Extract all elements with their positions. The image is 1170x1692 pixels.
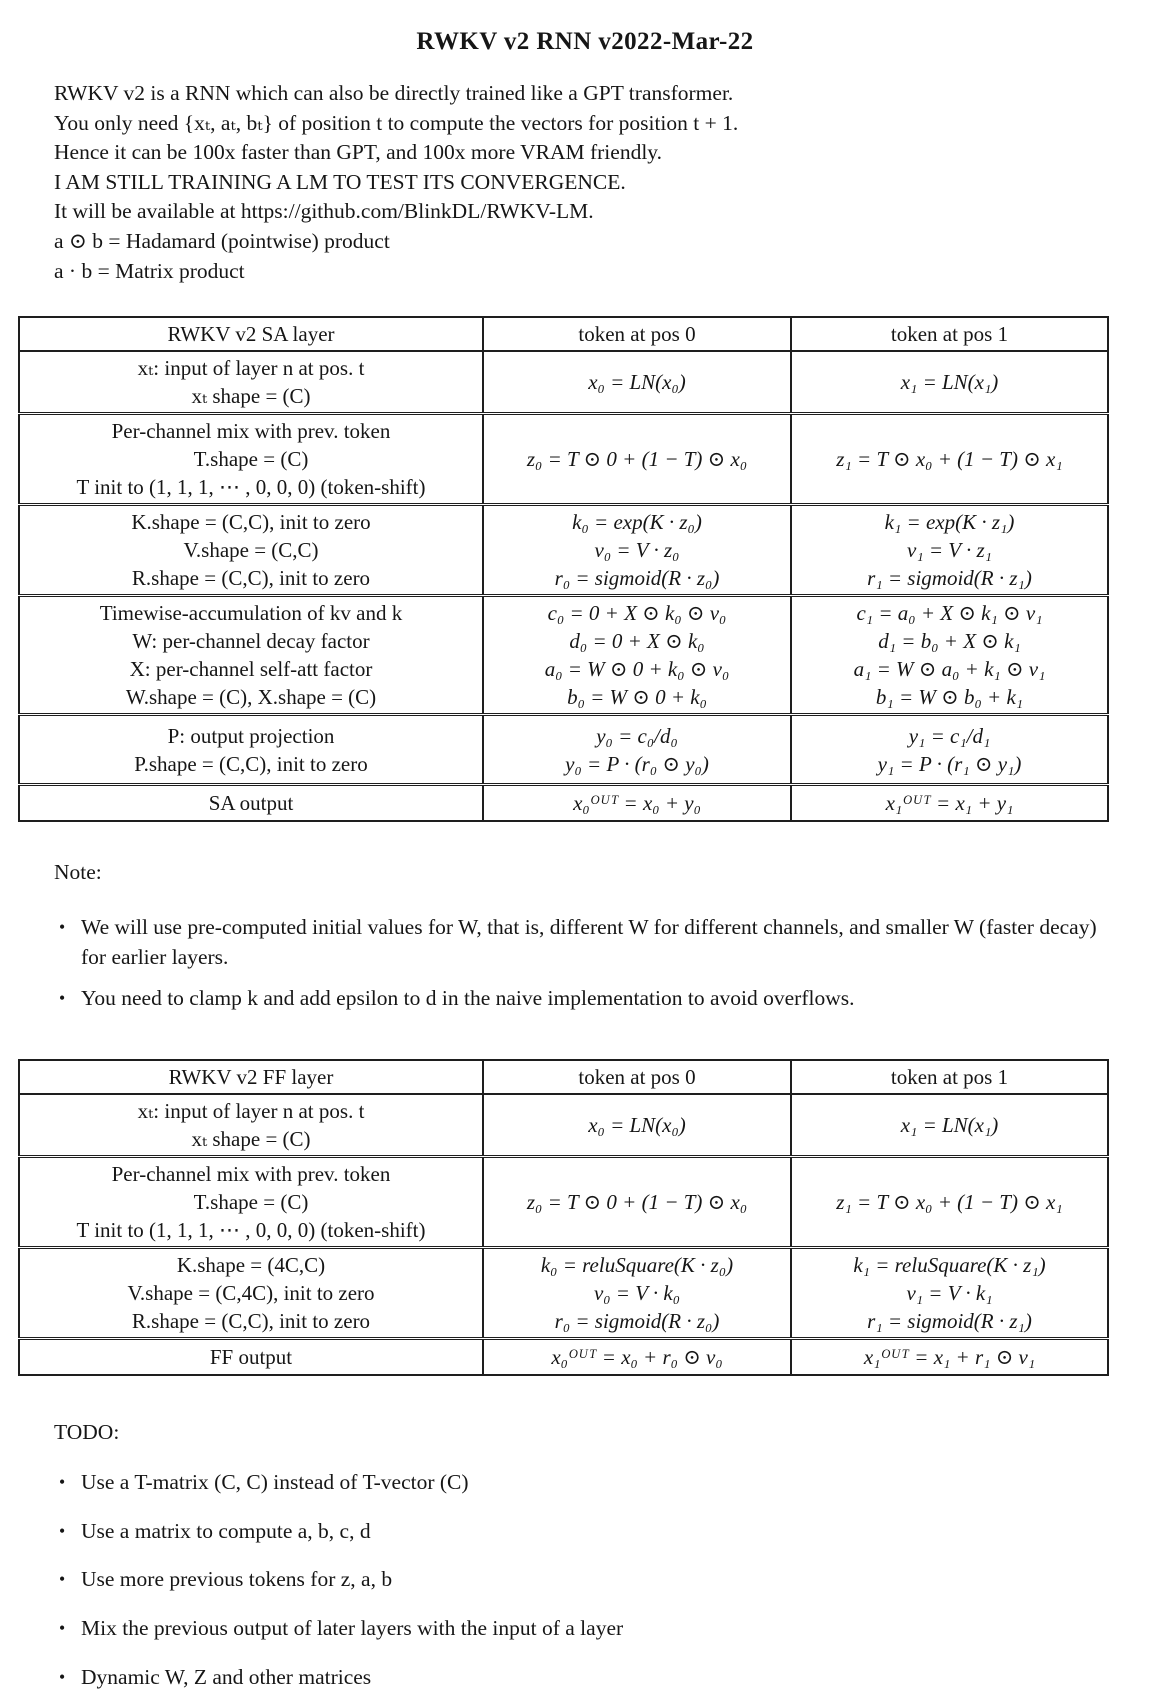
label-line: K.shape = (4C,C) [26, 1251, 476, 1279]
row-label-cell [19, 1157, 483, 1248]
todo-bullet: • Mix the previous output of later layers with the input of a layer [57, 1614, 1122, 1644]
formula-line: v₁ = V · z₁ [798, 536, 1101, 564]
label-line: R.shape = (C,C), init to zero [26, 1307, 476, 1335]
row-label-cell [19, 351, 483, 414]
formula-line: c₀ = 0 + X ⊙ k₀ ⊙ v₀ [490, 599, 784, 627]
ff-row-output [19, 1339, 1108, 1375]
row-label-cell [19, 505, 483, 596]
label-line: xₜ: input of layer n at pos. t [26, 354, 476, 382]
row-label-cell [19, 785, 483, 821]
todo-bullet: • Use more previous tokens for z, a, b [57, 1565, 1122, 1595]
note-heading: Note: [54, 858, 1170, 888]
pos1-formula-cell [791, 1094, 1108, 1157]
formula-line: z₁ = T ⊙ x₀ + (1 − T) ⊙ x₁ [798, 1188, 1101, 1216]
ff-layer-table [18, 1059, 1109, 1376]
sa-layer-table [18, 316, 1109, 822]
formula-line: x₁ᴼᵁᵀ = x₁ + y₁ [798, 789, 1101, 817]
label-line: P.shape = (C,C), init to zero [26, 750, 476, 778]
row-label-cell [19, 1094, 483, 1157]
formula-line: x₁ = LN(x₁) [798, 368, 1101, 396]
label-line: X: per-channel self-att factor [26, 655, 476, 683]
row-label-cell [19, 1248, 483, 1339]
label-line: W.shape = (C), X.shape = (C) [26, 683, 476, 711]
pos1-formula-cell [791, 505, 1108, 596]
pos0-formula-cell [483, 1094, 791, 1157]
formula-line: x₀ = LN(x₀) [490, 1111, 784, 1139]
formula-line: b₀ = W ⊙ 0 + k₀ [490, 683, 784, 711]
todo-bullet: • Use a T-matrix (C, C) instead of T-vector (C) [57, 1468, 1122, 1498]
formula-line: y₁ = c₁/d₁ [798, 722, 1101, 750]
label-line: Per-channel mix with prev. token [26, 417, 476, 445]
formula-line: y₁ = P · (r₁ ⊙ y₁) [798, 750, 1101, 778]
sa-header-pos1: token at pos 1 [791, 317, 1108, 351]
formula-line: k₁ = exp(K · z₁) [798, 508, 1101, 536]
label-line: T init to (1, 1, 1, ⋯ , 0, 0, 0) (token-shift) [26, 473, 476, 501]
label-line: FF output [26, 1343, 476, 1371]
todo-heading: TODO: [54, 1418, 1170, 1448]
sa-row-token-mix [19, 414, 1108, 505]
label-line: T.shape = (C) [26, 1188, 476, 1216]
sa-table-header-row [19, 317, 1108, 351]
sa-row-kvr [19, 505, 1108, 596]
intro-line: RWKV v2 is a RNN which can also be directly trained like a GPT transformer. [54, 79, 1130, 109]
pos1-formula-cell [791, 785, 1108, 821]
note-bullet: • You need to clamp k and add epsilon to d in the naive implementation to avoid overflows. [57, 984, 1122, 1014]
label-line: Per-channel mix with prev. token [26, 1160, 476, 1188]
formula-line: y₀ = P · (r₀ ⊙ y₀) [490, 750, 784, 778]
intro-line: a ⊙ b = Hadamard (pointwise) product [54, 227, 1130, 257]
label-line: R.shape = (C,C), init to zero [26, 564, 476, 592]
sa-row-output-projection [19, 715, 1108, 785]
intro-paragraph [54, 79, 1130, 286]
intro-line: a · b = Matrix product [54, 257, 1130, 287]
label-line: Timewise-accumulation of kv and k [26, 599, 476, 627]
label-line: xₜ shape = (C) [26, 1125, 476, 1153]
formula-line: v₀ = V · z₀ [490, 536, 784, 564]
label-line: K.shape = (C,C), init to zero [26, 508, 476, 536]
pos1-formula-cell [791, 1157, 1108, 1248]
formula-line: x₀ᴼᵁᵀ = x₀ + y₀ [490, 789, 784, 817]
todo-bullet: • Dynamic W, Z and other matrices [57, 1663, 1122, 1692]
formula-line: x₁ᴼᵁᵀ = x₁ + r₁ ⊙ v₁ [798, 1343, 1101, 1371]
formula-line: z₀ = T ⊙ 0 + (1 − T) ⊙ x₀ [490, 1188, 784, 1216]
sa-header-layer: RWKV v2 SA layer [19, 317, 483, 351]
pos1-formula-cell [791, 1339, 1108, 1375]
label-line: T init to (1, 1, 1, ⋯ , 0, 0, 0) (token-shift) [26, 1216, 476, 1244]
formula-line: d₁ = b₀ + X ⊙ k₁ [798, 627, 1101, 655]
row-label-cell [19, 715, 483, 785]
pos0-formula-cell [483, 715, 791, 785]
formula-line: x₀ = LN(x₀) [490, 368, 784, 396]
pos1-formula-cell [791, 414, 1108, 505]
formula-line: r₁ = sigmoid(R · z₁) [798, 1307, 1101, 1335]
pos0-formula-cell [483, 351, 791, 414]
pos0-formula-cell [483, 596, 791, 715]
pos1-formula-cell [791, 351, 1108, 414]
formula-line: x₁ = LN(x₁) [798, 1111, 1101, 1139]
formula-line: x₀ᴼᵁᵀ = x₀ + r₀ ⊙ v₀ [490, 1343, 784, 1371]
pos0-formula-cell [483, 414, 791, 505]
row-label-cell [19, 1339, 483, 1375]
label-line: V.shape = (C,C) [26, 536, 476, 564]
page-title: RWKV v2 RNN v2022-Mar-22 [0, 0, 1170, 57]
formula-line: r₁ = sigmoid(R · z₁) [798, 564, 1101, 592]
formula-line: c₁ = a₀ + X ⊙ k₁ ⊙ v₁ [798, 599, 1101, 627]
formula-line: z₁ = T ⊙ x₀ + (1 − T) ⊙ x₁ [798, 445, 1101, 473]
label-line: P: output projection [26, 722, 476, 750]
ff-row-input [19, 1094, 1108, 1157]
formula-line: a₀ = W ⊙ 0 + k₀ ⊙ v₀ [490, 655, 784, 683]
ff-table-header-row [19, 1060, 1108, 1094]
intro-line: Hence it can be 100x faster than GPT, and 100x more VRAM friendly. [54, 138, 1130, 168]
note-list [57, 913, 1122, 1014]
intro-line: It will be available at https://github.com/BlinkDL/RWKV-LM. [54, 197, 1130, 227]
label-line: xₜ: input of layer n at pos. t [26, 1097, 476, 1125]
formula-line: v₁ = V · k₁ [798, 1279, 1101, 1307]
pos1-formula-cell [791, 1248, 1108, 1339]
formula-line: r₀ = sigmoid(R · z₀) [490, 564, 784, 592]
pos0-formula-cell [483, 1157, 791, 1248]
pos0-formula-cell [483, 1339, 791, 1375]
formula-line: z₀ = T ⊙ 0 + (1 − T) ⊙ x₀ [490, 445, 784, 473]
todo-bullet: • Use a matrix to compute a, b, c, d [57, 1517, 1122, 1547]
formula-line: k₀ = exp(K · z₀) [490, 508, 784, 536]
formula-line: b₁ = W ⊙ b₀ + k₁ [798, 683, 1101, 711]
intro-line: I AM STILL TRAINING A LM TO TEST ITS CONVERGENCE. [54, 168, 1130, 198]
pos0-formula-cell [483, 505, 791, 596]
pos0-formula-cell [483, 785, 791, 821]
formula-line: y₀ = c₀/d₀ [490, 722, 784, 750]
formula-line: v₀ = V · k₀ [490, 1279, 784, 1307]
ff-row-kvr [19, 1248, 1108, 1339]
todo-list [57, 1468, 1122, 1692]
sa-row-output [19, 785, 1108, 821]
ff-header-pos0: token at pos 0 [483, 1060, 791, 1094]
note-bullet: • We will use pre-computed initial values for W, that is, different W for different channels, and smaller W (faster decay) for earlier layers. [57, 913, 1122, 972]
pos1-formula-cell [791, 596, 1108, 715]
formula-line: k₁ = reluSquare(K · z₁) [798, 1251, 1101, 1279]
ff-header-pos1: token at pos 1 [791, 1060, 1108, 1094]
sa-row-timewise-accumulation [19, 596, 1108, 715]
label-line: SA output [26, 789, 476, 817]
label-line: V.shape = (C,4C), init to zero [26, 1279, 476, 1307]
sa-row-input [19, 351, 1108, 414]
formula-line: a₁ = W ⊙ a₀ + k₁ ⊙ v₁ [798, 655, 1101, 683]
pos0-formula-cell [483, 1248, 791, 1339]
pos1-formula-cell [791, 715, 1108, 785]
label-line: W: per-channel decay factor [26, 627, 476, 655]
label-line: T.shape = (C) [26, 445, 476, 473]
row-label-cell [19, 596, 483, 715]
intro-line: You only need {xₜ, aₜ, bₜ} of position t to compute the vectors for position t + 1. [54, 109, 1130, 139]
formula-line: d₀ = 0 + X ⊙ k₀ [490, 627, 784, 655]
formula-line: k₀ = reluSquare(K · z₀) [490, 1251, 784, 1279]
label-line: xₜ shape = (C) [26, 382, 476, 410]
ff-header-layer: RWKV v2 FF layer [19, 1060, 483, 1094]
ff-row-token-mix [19, 1157, 1108, 1248]
sa-header-pos0: token at pos 0 [483, 317, 791, 351]
row-label-cell [19, 414, 483, 505]
formula-line: r₀ = sigmoid(R · z₀) [490, 1307, 784, 1335]
